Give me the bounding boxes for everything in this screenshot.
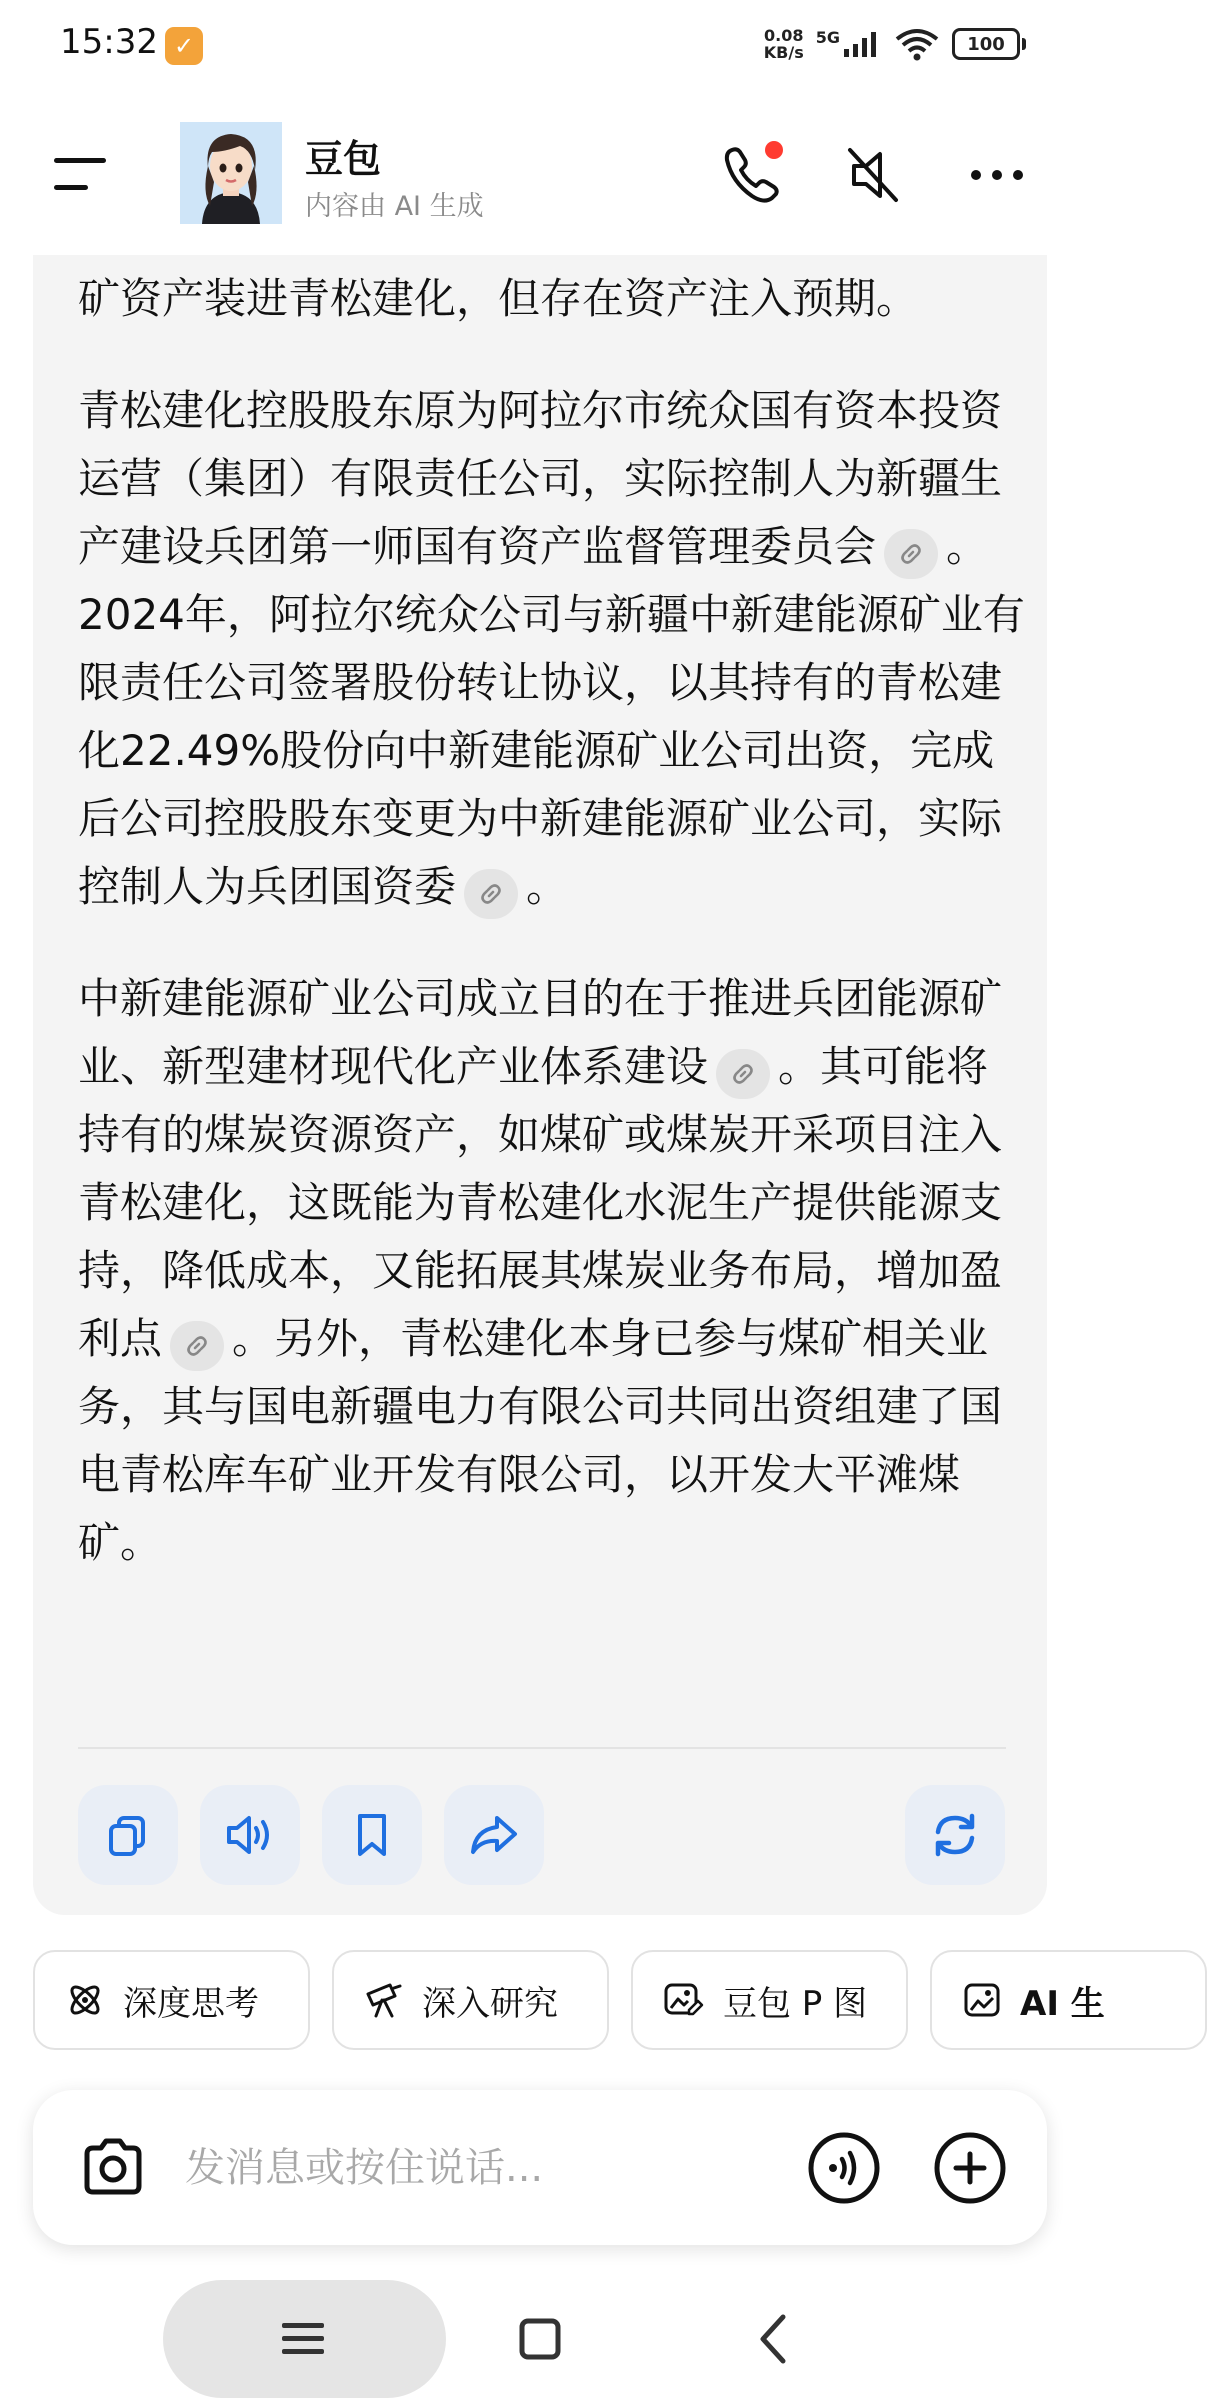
avatar-icon	[180, 122, 282, 224]
tool-label: 深度思考	[123, 1983, 259, 2024]
share-icon	[467, 1810, 521, 1860]
notification-app-icon: ✓	[165, 27, 203, 65]
recent-apps-button[interactable]	[163, 2280, 446, 2398]
bookmark-icon	[347, 1810, 397, 1860]
camera-icon[interactable]	[73, 2128, 153, 2208]
message-text-segment: 矿资产装进青松建化，但存在资产注入预期。	[78, 274, 919, 323]
regenerate-button[interactable]	[905, 1785, 1005, 1885]
atom-icon	[65, 1980, 105, 2020]
wifi-icon	[894, 27, 940, 61]
message-text-segment: 青松建化控股股东原为阿拉尔市统众国有资本投资运营（集团）有限责任公司，实际控制人为新疆生产建设兵团第一师国有资产监督管理委员会	[78, 386, 1003, 571]
share-button[interactable]	[444, 1785, 544, 1885]
image-icon	[962, 1980, 1002, 2020]
speaker-icon	[223, 1810, 277, 1860]
reference-link-icon[interactable]	[464, 869, 518, 919]
telescope-icon	[364, 1980, 404, 2020]
reference-link-icon[interactable]	[716, 1049, 770, 1099]
system-navigation-bar	[0, 2270, 1080, 2400]
reference-link-icon[interactable]	[884, 529, 938, 579]
battery-level: 100	[967, 33, 1005, 55]
voice-input-icon[interactable]	[806, 2130, 882, 2206]
bot-avatar[interactable]	[180, 122, 282, 224]
chat-header	[0, 110, 1080, 240]
read-aloud-button[interactable]	[200, 1785, 300, 1885]
bookmark-button[interactable]	[322, 1785, 422, 1885]
more-options-icon[interactable]	[962, 140, 1032, 210]
status-time: 15:32	[60, 22, 158, 62]
network-type: 5G	[815, 27, 840, 47]
back-icon[interactable]	[735, 2299, 815, 2379]
signal-icon	[842, 29, 882, 59]
network-speed	[764, 27, 804, 61]
bot-name: 豆包	[305, 137, 382, 181]
message-text-segment: 。2024年，阿拉尔统众公司与新疆中新建能源矿业有限责任公司签署股份转让协议，以其持有的青松建化22.49%股份向中新建能源矿业公司出资，完成后公司控股股东变更为中新建能源矿业公司，实际控制人为兵团国资委	[78, 522, 1025, 911]
status-indicators	[764, 22, 1020, 66]
menu-icon[interactable]	[50, 152, 114, 196]
tool-image-edit[interactable]	[631, 1950, 908, 2050]
message-composer	[33, 2090, 1047, 2245]
message-text-segment: 。其可能将持有的煤炭资源资产，如煤矿或煤炭开采项目注入青松建化，这既能为青松建化水泥生产提供能源支持，降低成本，又能拓展其煤炭业务布局，增加盈利点	[78, 1042, 1003, 1363]
hamburger-menu-icon	[264, 2299, 344, 2379]
message-paragraph	[78, 965, 1028, 1577]
image-edit-icon	[663, 1980, 705, 2020]
message-text-segment: 中新建能源矿业公司成立目的在于推进兵团能源矿业、新型建材现代化产业体系建设	[78, 974, 1003, 1091]
status-bar	[0, 0, 1080, 95]
assistant-message-card	[33, 255, 1047, 1915]
message-input[interactable]	[185, 2135, 665, 2201]
phone-call-icon[interactable]	[718, 140, 788, 210]
message-text-segment: 。	[526, 862, 569, 911]
ai-generated-notice: 内容由 AI 生成	[305, 191, 484, 222]
tool-deep-thinking[interactable]	[33, 1950, 310, 2050]
reference-link-icon[interactable]	[170, 1321, 224, 1371]
message-paragraph	[78, 377, 1028, 921]
tool-deep-research[interactable]	[332, 1950, 609, 2050]
regenerate-icon	[928, 1808, 982, 1862]
tool-ai-generate[interactable]	[930, 1950, 1207, 2050]
tool-label: AI 生	[1020, 1983, 1105, 2024]
speaker-muted-icon[interactable]	[838, 140, 908, 210]
tool-shortcuts	[33, 1950, 1105, 2055]
copy-icon	[103, 1810, 153, 1860]
network-speed-value: 0.08	[764, 26, 804, 45]
assistant-message-text	[78, 255, 1028, 1621]
battery-icon	[952, 28, 1020, 60]
network-speed-unit: KB/s	[763, 43, 804, 62]
plus-icon[interactable]	[932, 2130, 1008, 2206]
message-paragraph	[78, 265, 1028, 333]
message-text-segment: 。另外，青松建化本身已参与煤矿相关业务，其与国电新疆电力有限公司共同出资组建了国电青松库车矿业开发有限公司，以开发大平滩煤矿。	[78, 1314, 1003, 1567]
message-divider	[78, 1747, 1006, 1749]
tool-label: 深入研究	[422, 1983, 558, 2024]
copy-button[interactable]	[78, 1785, 178, 1885]
home-icon[interactable]	[500, 2299, 580, 2379]
tool-label: 豆包 P 图	[723, 1983, 868, 2024]
